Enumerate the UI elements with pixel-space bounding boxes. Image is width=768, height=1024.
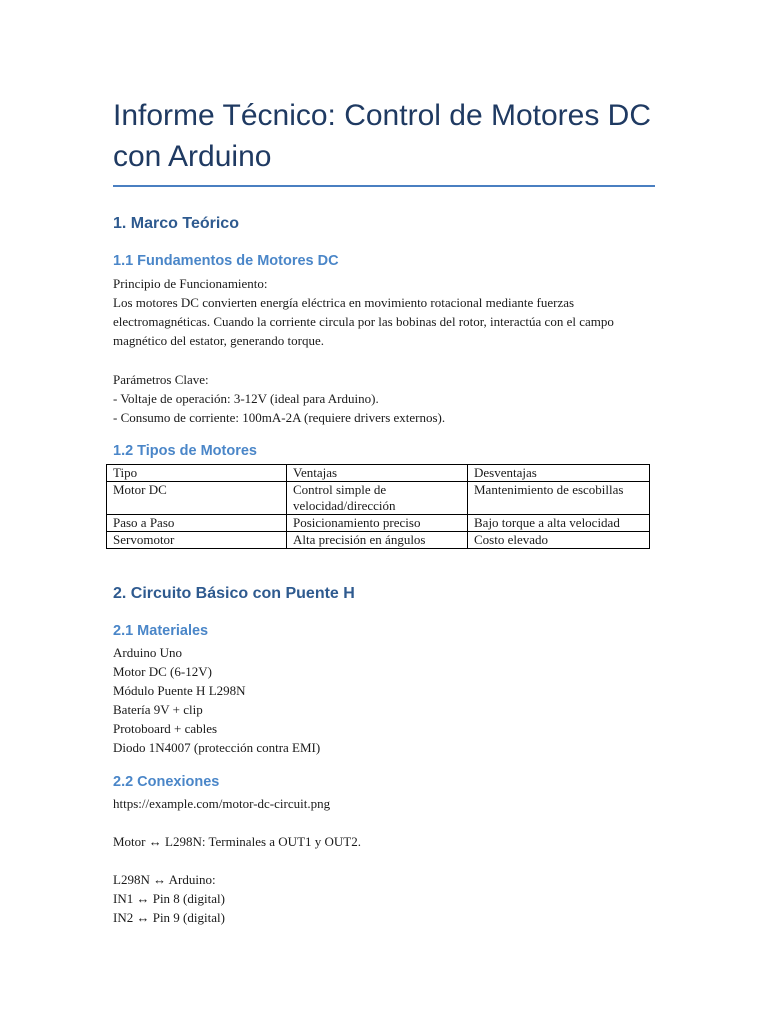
list-item: Protoboard + cables <box>113 721 218 736</box>
list-item: Arduino Uno <box>113 645 182 660</box>
table-row <box>107 515 650 532</box>
table-cell: Bajo torque a alta velocidad <box>468 515 650 532</box>
materials-list <box>113 643 655 757</box>
arduino-connection-label: L298N ↔ Arduino: <box>113 872 216 887</box>
table-header-cell: Tipo <box>107 465 287 482</box>
table-row <box>107 532 650 549</box>
parameters-block <box>113 370 655 427</box>
table-cell: Costo elevado <box>468 532 650 549</box>
parameters-label: Parámetros Clave: <box>113 372 209 387</box>
connections-block <box>113 794 655 927</box>
blank-line <box>113 851 655 870</box>
subsection-2-1-block <box>113 622 655 640</box>
section-2-heading: 2. Circuito Básico con Puente H <box>113 585 355 602</box>
document-page <box>113 0 655 925</box>
blank-line <box>113 813 655 832</box>
table-cell: Control simple de velocidad/dirección <box>287 482 468 515</box>
subsection-1-1-block <box>113 252 655 270</box>
table-header-cell: Desventajas <box>468 465 650 482</box>
table-cell: Servomotor <box>107 532 287 549</box>
motor-types-table-block <box>106 464 648 549</box>
image-link[interactable]: https://example.com/motor-dc-circuit.png <box>113 796 331 811</box>
table-cell: Motor DC <box>107 482 287 515</box>
subsection-2-1-heading: 2.1 Materiales <box>113 623 209 639</box>
table-row <box>107 482 650 515</box>
section-1-heading-block <box>113 214 655 234</box>
parameter-item: - Consumo de corriente: 100mA-2A (requiere drivers externos). <box>113 410 446 425</box>
principle-label: Principio de Funcionamiento: <box>113 276 268 291</box>
principle-block <box>113 274 655 350</box>
list-item: Motor DC (6-12V) <box>113 664 212 679</box>
section-2-heading-block <box>113 584 655 604</box>
subsection-2-2-heading: 2.2 Conexiones <box>113 774 220 790</box>
table-cell: Mantenimiento de escobillas <box>468 482 650 515</box>
document-title: Informe Técnico: Control de Motores DC con Arduino <box>113 99 651 173</box>
subsection-1-1-heading: 1.1 Fundamentos de Motores DC <box>113 253 339 269</box>
table-cell: Paso a Paso <box>107 515 287 532</box>
list-item: Batería 9V + clip <box>113 702 203 717</box>
subsection-1-2-heading: 1.2 Tipos de Motores <box>113 443 257 459</box>
pin-connection-item: IN1 ↔ Pin 8 (digital) <box>113 891 225 906</box>
section-1-heading: 1. Marco Teórico <box>113 215 239 232</box>
title-underline <box>113 185 655 187</box>
subsection-1-2-block <box>113 442 655 460</box>
subsection-2-2-block <box>113 773 655 791</box>
table-cell: Alta precisión en ángulos <box>287 532 468 549</box>
parameter-item: - Voltaje de operación: 3-12V (ideal para Arduino). <box>113 391 379 406</box>
pin-connection-item: IN2 ↔ Pin 9 (digital) <box>113 910 225 925</box>
table-header-cell: Ventajas <box>287 465 468 482</box>
table-header-row <box>107 465 650 482</box>
motor-types-table <box>106 464 650 549</box>
motor-connection-line: Motor ↔ L298N: Terminales a OUT1 y OUT2. <box>113 834 361 849</box>
list-item: Módulo Puente H L298N <box>113 683 246 698</box>
list-item: Diodo 1N4007 (protección contra EMI) <box>113 740 321 755</box>
principle-text: Los motores DC convierten energía eléctrica en movimiento rotacional mediante fuerzas electromagnéticas. Cuando la corriente circula por las bobinas del rotor, interactúa con el campo magnético del estator, generando torque. <box>113 295 618 348</box>
table-cell: Posicionamiento preciso <box>287 515 468 532</box>
